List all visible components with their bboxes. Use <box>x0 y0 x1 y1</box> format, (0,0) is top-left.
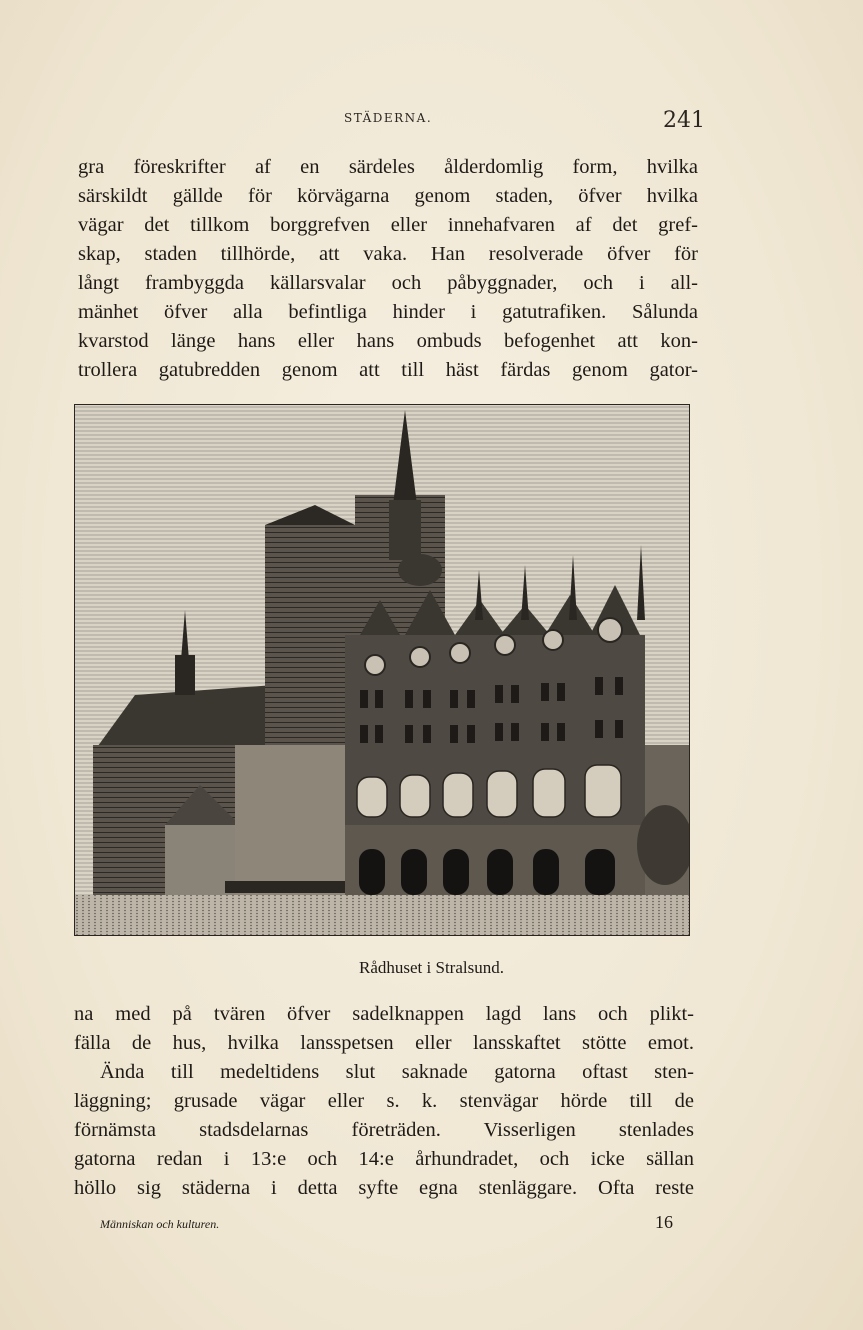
text-line: särskildt gällde för körvägarna genom staden, öfver hvilka <box>78 185 698 207</box>
text-line: kvarstod länge hans eller hans ombuds befogenhet att kon- <box>78 330 698 352</box>
text-line: na med på tvären öfver sadelknappen lagd lans och plikt- <box>74 1003 694 1025</box>
signature-mark: Människan och kulturen. <box>100 1217 220 1231</box>
text-line: fälla de hus, hvilka lansspetsen eller lansskaftet stötte emot. <box>74 1032 694 1054</box>
text-line: mänhet öfver alla befintliga hinder i gatutrafiken. Sålunda <box>78 301 698 323</box>
text-line: vägar det tillkom borggrefven eller innehafvaren af det gref- <box>78 214 698 236</box>
text-line: långt frambyggda källarsvalar och påbyggnader, och i all- <box>78 272 698 294</box>
text-line: läggning; grusade vägar eller s. k. stenvägar hörde till de <box>74 1090 694 1112</box>
running-head: STÄDERNA. <box>344 111 433 125</box>
page-number: 241 <box>663 108 705 133</box>
text-line: höllo sig städerna i detta syfte egna stenläggare. Ofta reste <box>74 1177 694 1199</box>
engraving-illustration <box>74 404 690 936</box>
text-line: trollera gatubredden genom att till häst färdas genom gator- <box>78 359 698 381</box>
text-line: Ända till medeltidens slut saknade gatorna oftast sten- <box>100 1061 694 1083</box>
body-text-bottom <box>74 1000 694 1203</box>
text-line: skap, staden tillhörde, att vaka. Han resolverade öfver för <box>78 243 698 265</box>
sheet-number: 16 <box>655 1212 673 1232</box>
figure-caption: Rådhuset i Stralsund. <box>359 958 504 977</box>
text-line: förnämsta stadsdelarnas företräden. Visserligen stenlades <box>74 1119 694 1141</box>
text-line: gatorna redan i 13:e och 14:e århundradet, och icke sällan <box>74 1148 694 1170</box>
body-text-top <box>78 153 698 385</box>
text-line: gra föreskrifter af en särdeles ålderdomlig form, hvilka <box>78 156 698 178</box>
